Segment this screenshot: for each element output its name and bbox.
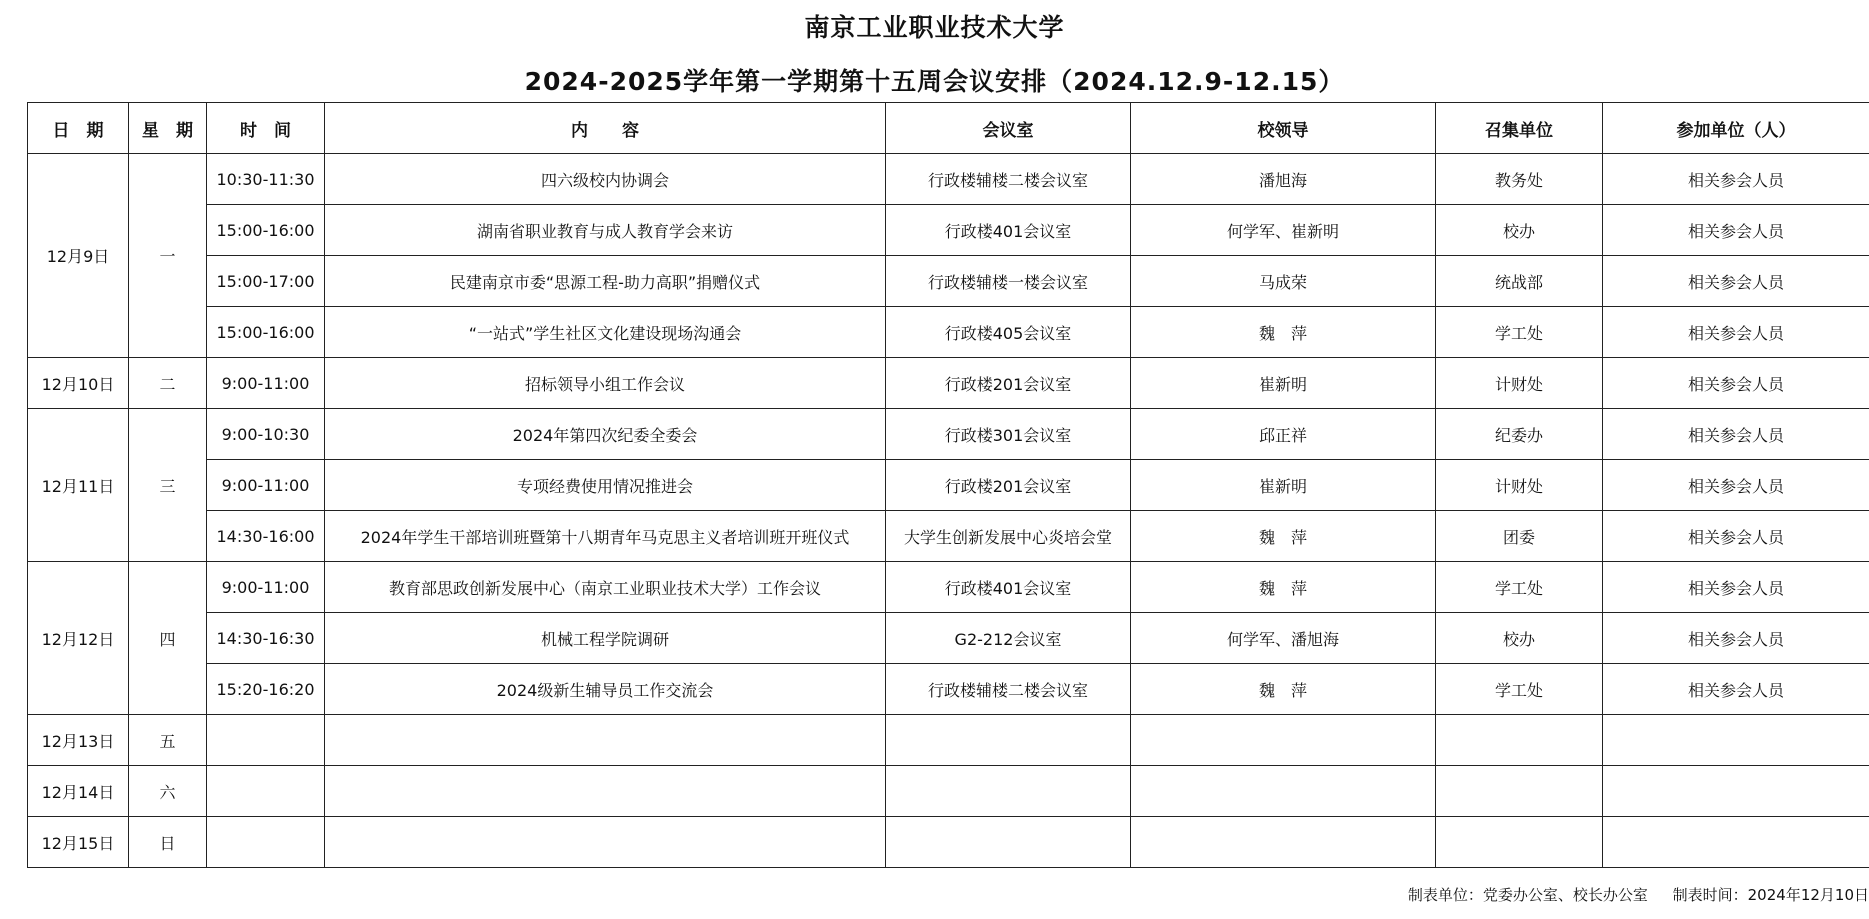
participants-cell xyxy=(1603,715,1869,766)
table-row xyxy=(28,460,1869,511)
date-cell: 12月11日 xyxy=(28,409,129,562)
table-footer xyxy=(1408,884,1869,905)
table-row xyxy=(28,613,1869,664)
time-cell: 15:00-17:00 xyxy=(207,256,325,307)
leader-cell: 魏 萍 xyxy=(1131,664,1436,715)
meeting-schedule-table xyxy=(27,102,1869,868)
room-cell: 行政楼辅楼一楼会议室 xyxy=(886,256,1131,307)
time-cell: 14:30-16:30 xyxy=(207,613,325,664)
weekday-cell: 四 xyxy=(129,562,207,715)
participants-cell: 相关参会人员 xyxy=(1603,511,1869,562)
table-row xyxy=(28,715,1869,766)
table-row xyxy=(28,562,1869,613)
organizer-cell xyxy=(1436,817,1603,868)
time-cell: 9:00-11:00 xyxy=(207,562,325,613)
room-cell: 行政楼201会议室 xyxy=(886,460,1131,511)
date-cell: 12月14日 xyxy=(28,766,129,817)
organizer-cell: 学工处 xyxy=(1436,562,1603,613)
leader-cell: 何学军、崔新明 xyxy=(1131,205,1436,256)
content-cell xyxy=(325,766,886,817)
table-header-row xyxy=(28,103,1869,154)
participants-cell xyxy=(1603,766,1869,817)
weekday-cell: 三 xyxy=(129,409,207,562)
time-cell: 9:00-11:00 xyxy=(207,460,325,511)
column-header-date: 日 期 xyxy=(28,103,129,154)
organizer-cell: 教务处 xyxy=(1436,154,1603,205)
room-cell xyxy=(886,817,1131,868)
organizer-cell: 团委 xyxy=(1436,511,1603,562)
date-cell: 12月9日 xyxy=(28,154,129,358)
content-cell: 湖南省职业教育与成人教育学会来访 xyxy=(325,205,886,256)
leader-cell: 崔新明 xyxy=(1131,460,1436,511)
organizer-cell: 统战部 xyxy=(1436,256,1603,307)
page-title: 南京工业职业技术大学 xyxy=(804,13,1065,42)
participants-cell: 相关参会人员 xyxy=(1603,562,1869,613)
organizer-cell: 学工处 xyxy=(1436,307,1603,358)
room-cell: 行政楼辅楼二楼会议室 xyxy=(886,664,1131,715)
leader-cell: 潘旭海 xyxy=(1131,154,1436,205)
content-cell: 2024级新生辅导员工作交流会 xyxy=(325,664,886,715)
time-cell xyxy=(207,817,325,868)
content-cell: 2024年学生干部培训班暨第十八期青年马克思主义者培训班开班仪式 xyxy=(325,511,886,562)
content-cell: 教育部思政创新发展中心（南京工业职业技术大学）工作会议 xyxy=(325,562,886,613)
leader-cell: 何学军、潘旭海 xyxy=(1131,613,1436,664)
organizer-cell xyxy=(1436,766,1603,817)
leader-cell: 魏 萍 xyxy=(1131,562,1436,613)
organizer-cell xyxy=(1436,715,1603,766)
content-cell: 2024年第四次纪委全委会 xyxy=(325,409,886,460)
table-row xyxy=(28,205,1869,256)
organizer-cell: 计财处 xyxy=(1436,358,1603,409)
room-cell: 大学生创新发展中心炎培会堂 xyxy=(886,511,1131,562)
weekday-cell: 六 xyxy=(129,766,207,817)
page-subtitle: 2024-2025学年第一学期第十五周会议安排（2024.12.9-12.15） xyxy=(524,67,1345,96)
table-row xyxy=(28,307,1869,358)
participants-cell: 相关参会人员 xyxy=(1603,358,1869,409)
leader-cell xyxy=(1131,817,1436,868)
room-cell xyxy=(886,766,1131,817)
participants-cell: 相关参会人员 xyxy=(1603,409,1869,460)
participants-cell: 相关参会人员 xyxy=(1603,256,1869,307)
date-cell: 12月13日 xyxy=(28,715,129,766)
time-cell: 14:30-16:00 xyxy=(207,511,325,562)
leader-cell: 邱正祥 xyxy=(1131,409,1436,460)
leader-cell xyxy=(1131,766,1436,817)
participants-cell: 相关参会人员 xyxy=(1603,154,1869,205)
date-cell: 12月10日 xyxy=(28,358,129,409)
column-header-time: 时 间 xyxy=(207,103,325,154)
leader-cell: 马成荣 xyxy=(1131,256,1436,307)
organizer-cell: 学工处 xyxy=(1436,664,1603,715)
time-cell: 15:00-16:00 xyxy=(207,205,325,256)
made-time-label: 制表时间：2024年12月10日 xyxy=(1672,886,1869,904)
room-cell: 行政楼辅楼二楼会议室 xyxy=(886,154,1131,205)
column-header-weekday: 星 期 xyxy=(129,103,207,154)
participants-cell: 相关参会人员 xyxy=(1603,613,1869,664)
content-cell xyxy=(325,817,886,868)
organizer-cell: 校办 xyxy=(1436,205,1603,256)
organizer-cell: 校办 xyxy=(1436,613,1603,664)
content-cell: 四六级校内协调会 xyxy=(325,154,886,205)
weekday-cell: 日 xyxy=(129,817,207,868)
room-cell: 行政楼201会议室 xyxy=(886,358,1131,409)
table-row xyxy=(28,817,1869,868)
time-cell: 10:30-11:30 xyxy=(207,154,325,205)
organizer-cell: 纪委办 xyxy=(1436,409,1603,460)
participants-cell: 相关参会人员 xyxy=(1603,664,1869,715)
content-cell: 机械工程学院调研 xyxy=(325,613,886,664)
weekday-cell: 二 xyxy=(129,358,207,409)
content-cell: “一站式”学生社区文化建设现场沟通会 xyxy=(325,307,886,358)
content-cell xyxy=(325,715,886,766)
time-cell: 15:00-16:00 xyxy=(207,307,325,358)
table-row xyxy=(28,766,1869,817)
weekday-cell: 五 xyxy=(129,715,207,766)
date-cell: 12月15日 xyxy=(28,817,129,868)
content-cell: 专项经费使用情况推进会 xyxy=(325,460,886,511)
participants-cell: 相关参会人员 xyxy=(1603,205,1869,256)
date-cell: 12月12日 xyxy=(28,562,129,715)
weekday-cell: 一 xyxy=(129,154,207,358)
content-cell: 招标领导小组工作会议 xyxy=(325,358,886,409)
table-row xyxy=(28,409,1869,460)
leader-cell: 魏 萍 xyxy=(1131,511,1436,562)
room-cell: G2-212会议室 xyxy=(886,613,1131,664)
room-cell: 行政楼405会议室 xyxy=(886,307,1131,358)
time-cell: 15:20-16:20 xyxy=(207,664,325,715)
table-row xyxy=(28,256,1869,307)
participants-cell: 相关参会人员 xyxy=(1603,307,1869,358)
content-cell: 民建南京市委“思源工程-助力高职”捐赠仪式 xyxy=(325,256,886,307)
column-header-organizer: 召集单位 xyxy=(1436,103,1603,154)
table-row xyxy=(28,664,1869,715)
room-cell: 行政楼401会议室 xyxy=(886,205,1131,256)
room-cell xyxy=(886,715,1131,766)
column-header-room: 会议室 xyxy=(886,103,1131,154)
column-header-content: 内 容 xyxy=(325,103,886,154)
table-row xyxy=(28,358,1869,409)
time-cell: 9:00-11:00 xyxy=(207,358,325,409)
column-header-participants: 参加单位（人） xyxy=(1603,103,1869,154)
room-cell: 行政楼301会议室 xyxy=(886,409,1131,460)
participants-cell xyxy=(1603,817,1869,868)
column-header-leader: 校领导 xyxy=(1131,103,1436,154)
leader-cell: 崔新明 xyxy=(1131,358,1436,409)
made-by-label: 制表单位：党委办公室、校长办公室 xyxy=(1407,886,1648,904)
table-row xyxy=(28,511,1869,562)
table-row xyxy=(28,154,1869,205)
leader-cell: 魏 萍 xyxy=(1131,307,1436,358)
time-cell xyxy=(207,766,325,817)
time-cell xyxy=(207,715,325,766)
leader-cell xyxy=(1131,715,1436,766)
room-cell: 行政楼401会议室 xyxy=(886,562,1131,613)
time-cell: 9:00-10:30 xyxy=(207,409,325,460)
organizer-cell: 计财处 xyxy=(1436,460,1603,511)
participants-cell: 相关参会人员 xyxy=(1603,460,1869,511)
